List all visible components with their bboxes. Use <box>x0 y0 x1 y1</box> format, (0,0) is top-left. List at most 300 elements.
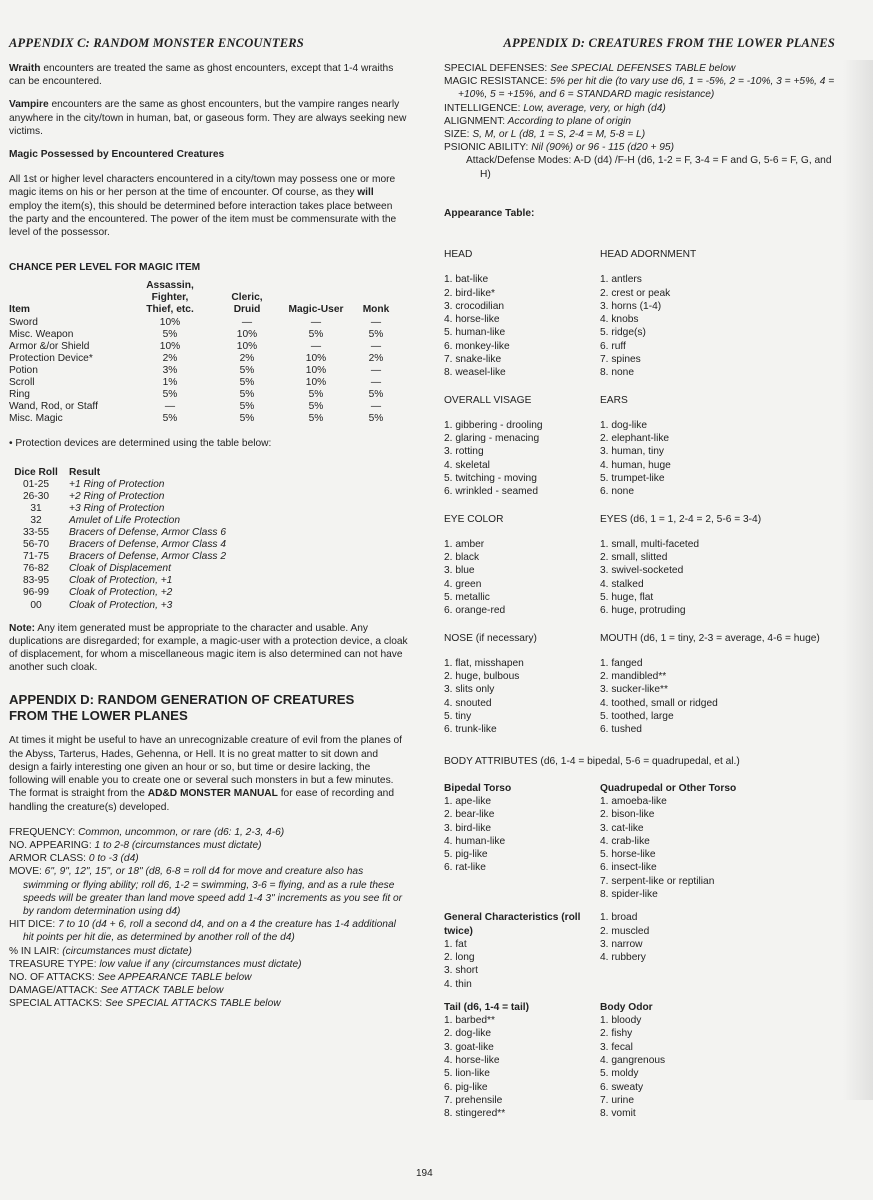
list-item: 4. thin <box>444 978 472 990</box>
pair-right-list <box>600 273 840 379</box>
list-item: 3. cat-like <box>600 822 644 834</box>
table-cell: 10% <box>305 377 327 389</box>
list-item: 3. human, tiny <box>600 446 664 458</box>
stat-label: MAGIC RESISTANCE: <box>444 76 548 88</box>
dice-result: Cloak of Displacement <box>69 563 171 575</box>
list-item: 1. gibbering - drooling <box>444 419 543 431</box>
pair-left-list <box>444 795 600 901</box>
dice-header-result: Result <box>69 466 101 478</box>
pair-left-title: HEAD <box>444 249 473 261</box>
table-cell: — <box>370 341 382 353</box>
pair-group <box>444 499 844 618</box>
table-cell: 5% <box>162 413 178 425</box>
dice-table <box>9 467 226 612</box>
table-row <box>9 479 226 491</box>
table-cell: 5% <box>239 365 255 377</box>
table-row <box>9 401 401 413</box>
chance-header-1 <box>127 280 213 317</box>
stat-value: Low, average, very, or high (d4) <box>520 102 666 114</box>
table-cell: Scroll <box>9 377 35 389</box>
table-row <box>9 575 226 587</box>
table-row <box>9 365 401 377</box>
list-item: 7. prehensile <box>444 1094 503 1106</box>
stat-label: MOVE: <box>9 866 42 878</box>
stat-label: INTELLIGENCE: <box>444 102 521 114</box>
list-item: 5. metallic <box>444 591 490 603</box>
list-item: 1. antlers <box>600 274 642 286</box>
chance-header-2 <box>213 280 281 317</box>
list-item: 4. crab-like <box>600 835 650 847</box>
list-item: 2. huge, bulbous <box>444 671 520 683</box>
list-item: 5. trumpet-like <box>600 473 665 484</box>
stat-line <box>444 75 844 101</box>
table-cell: 5% <box>368 389 384 401</box>
list-item: 5. huge, flat <box>600 591 654 603</box>
table-cell: — <box>310 341 322 353</box>
dice-result: Amulet of Life Protection <box>69 514 180 526</box>
pair-left-title: EYE COLOR <box>444 513 504 525</box>
list-item: 3. rotting <box>444 446 484 458</box>
dice-result: +2 Ring of Protection <box>69 490 165 502</box>
table-cell: 10% <box>159 341 181 353</box>
vampire-lead: Vampire <box>9 99 49 111</box>
list-item: 1. bloody <box>600 1015 642 1027</box>
pair-group <box>444 618 844 737</box>
list-item: 5. human-like <box>444 327 506 339</box>
chance-header-line: Druid <box>233 304 261 316</box>
pair-left-list <box>444 1014 600 1120</box>
stat-line <box>9 984 409 997</box>
table-cell: 2% <box>239 353 255 365</box>
chance-table <box>9 280 401 425</box>
list-item: 5. moldy <box>600 1068 639 1080</box>
list-item: 1. dog-like <box>600 419 648 431</box>
pair-left-list <box>444 938 600 991</box>
stat-value: See SPECIAL DEFENSES TABLE below <box>547 63 736 74</box>
pair-right-list <box>600 538 840 618</box>
stat-line <box>9 945 409 958</box>
pair-left-title: OVERALL VISAGE <box>444 394 532 406</box>
dice-result: +1 Ring of Protection <box>69 478 165 490</box>
chance-header-line: Fighter, <box>151 292 189 304</box>
list-item: 6. rat-like <box>444 862 486 874</box>
list-item: 4. horse-like <box>444 1055 500 1067</box>
chance-header-line: Magic-User <box>288 304 344 316</box>
table-row <box>9 600 226 612</box>
dice-header-roll: Dice Roll <box>14 466 58 478</box>
pair-right-title: Body Odor <box>600 1001 653 1013</box>
stat-line <box>9 958 409 971</box>
appendix-text-b: for ease of recording and handling the creature(s) developed. <box>9 788 394 813</box>
table-cell: 5% <box>162 329 178 341</box>
dice-roll: 00 <box>30 599 42 611</box>
wraith-paragraph <box>9 62 409 88</box>
list-item: 7. serpent-like or reptilian <box>600 875 715 887</box>
list-item: 2. glaring - menacing <box>444 433 540 445</box>
stat-value: 1 to 2-8 (circumstances must dictate) <box>91 839 262 851</box>
list-item: 4. toothed, small or ridged <box>600 697 718 709</box>
pair-left-list <box>444 657 600 737</box>
stat-value: According to plane of origin <box>505 115 632 127</box>
stat-label: NO. APPEARING: <box>9 839 92 851</box>
list-item: 7. urine <box>600 1094 634 1106</box>
list-item: 2. small, slitted <box>600 552 668 564</box>
magic-text-bold: will <box>357 187 374 199</box>
list-item: 8. spider-like <box>600 889 658 901</box>
table-cell: 10% <box>236 329 258 341</box>
list-item: 5. twitching - moving <box>444 473 537 484</box>
table-cell: 10% <box>159 317 181 329</box>
pair-left-list <box>444 273 600 379</box>
table-cell: 5% <box>308 413 324 425</box>
table-cell: 5% <box>239 413 255 425</box>
list-item: 3. goat-like <box>444 1041 494 1053</box>
table-cell: 3% <box>162 365 178 377</box>
table-cell: Wand, Rod, or Staff <box>9 401 98 413</box>
list-item: 5. tiny <box>444 710 472 722</box>
stat-label: % IN LAIR: <box>9 945 60 957</box>
list-item: 6. tushed <box>600 724 642 736</box>
list-item: 6. trunk-like <box>444 724 497 736</box>
list-item: 4. human, huge <box>600 459 671 471</box>
dice-roll: 96-99 <box>22 587 50 599</box>
table-cell: 5% <box>368 413 384 425</box>
dice-result: Bracers of Defense, Armor Class 4 <box>69 539 227 551</box>
note-text: Any item generated must be appropriate to the character and usable. Any duplications are disregarded; for example, a magic-user with a protection device, a cloak of displacement, for whom a miscellaneous magic item is also determined can not have another such cloak. <box>9 622 408 674</box>
chance-header-4 <box>351 280 401 317</box>
table-row <box>9 413 401 425</box>
dice-result: Cloak of Protection, +3 <box>69 599 173 611</box>
stat-line <box>444 102 844 115</box>
stat-value: Common, uncommon, or rare (d6: 1, 2-3, 4-6) <box>75 826 285 838</box>
stat-line <box>9 865 409 918</box>
appendix-heading-line-1: APPENDIX D: RANDOM GENERATION OF CREATURES <box>9 692 355 708</box>
dice-result: Cloak of Protection, +2 <box>69 587 173 599</box>
note-lead: Note: <box>9 622 36 634</box>
list-item: 3. swivel-socketed <box>600 565 684 577</box>
table-row <box>9 515 226 527</box>
table-cell: 10% <box>236 341 258 353</box>
magic-text-a: All 1st or higher level characters encountered in a city/town may possess one or more magic items on his or her person at the time of encounter. Of course, as they <box>9 174 396 199</box>
chance-header-line: Thief, etc. <box>146 304 194 316</box>
dice-roll: 71-75 <box>22 551 50 563</box>
list-item: 4. horse-like <box>444 314 500 326</box>
stat-label: SPECIAL ATTACKS: <box>9 998 103 1010</box>
magic-text-b: employ the item(s), this should be determined before interaction takes place between the party and the encountered. The power of the item must be commensurate with the level of the possessor. <box>9 200 397 239</box>
stat-value: low value if any (circumstances must dictate) <box>96 958 302 970</box>
stat-line <box>444 128 844 141</box>
appearance-heading: Appearance Table: <box>444 207 535 219</box>
list-item: 4. snouted <box>444 697 492 709</box>
pair-right-list <box>600 911 840 991</box>
table-row <box>9 329 401 341</box>
list-item: 3. horns (1-4) <box>600 300 662 312</box>
table-cell: — <box>370 317 382 329</box>
stat-line <box>9 826 409 839</box>
stat-value: 5% per hit die (to vary use d6, 1 = -5%, 2 = -10%, 3 = +5%, 4 = +10%, 5 = +15%, and 6 = STANDARD magic resistance) <box>458 76 835 101</box>
dice-roll: 32 <box>30 514 42 526</box>
list-item: 1. ape-like <box>444 795 492 807</box>
list-item: 8. stingered** <box>444 1108 506 1120</box>
dice-roll: 83-95 <box>22 575 50 587</box>
table-cell: 10% <box>305 365 327 377</box>
list-item: 6. wrinkled - seamed <box>444 486 538 498</box>
stat-label: NO. OF ATTACKS: <box>9 971 95 983</box>
magic-heading: Magic Possessed by Encountered Creatures <box>9 149 225 161</box>
stat-line <box>444 141 844 154</box>
table-cell: Potion <box>9 365 38 377</box>
stat-label: FREQUENCY: <box>9 826 76 838</box>
stat-line <box>9 839 409 852</box>
list-item: 1. broad <box>600 912 638 924</box>
stat-label: DAMAGE/ATTACK: <box>9 985 98 997</box>
table-cell: 5% <box>239 401 255 413</box>
stat-label: ARMOR CLASS: <box>9 853 86 865</box>
table-cell: 5% <box>368 329 384 341</box>
header-right: APPENDIX D: CREATURES FROM THE LOWER PLANES <box>503 36 835 50</box>
stat-value: 0 to -3 (d4) <box>86 853 139 865</box>
dice-roll: 76-82 <box>22 563 50 575</box>
pair-right-title: Quadrupedal or Other Torso <box>600 782 737 794</box>
table-row <box>9 491 226 503</box>
stat-label: SPECIAL DEFENSES: <box>444 63 548 74</box>
list-item: 5. horse-like <box>600 849 656 861</box>
list-item: 6. pig-like <box>444 1081 488 1093</box>
pair-group <box>444 911 844 991</box>
pair-right-title: EARS <box>600 394 628 406</box>
pair-group <box>444 782 844 902</box>
table-cell: 5% <box>239 389 255 401</box>
list-item: 6. huge, protruding <box>600 605 686 617</box>
list-item: 6. monkey-like <box>444 340 510 352</box>
list-item: 6. orange-red <box>444 605 506 617</box>
appendix-text-a: At times it might be useful to have an unrecognizable creature of evil from the planes of the Abyss, Tarterus, Hades, Gehenna, or Hell. It is no great matter to sit down and design a fairly interesting one given an hour or so, but time or desire lacking, the following will enable you to create one or several such monsters in but a few minutes. The format is straight from the <box>9 735 402 800</box>
list-item: 3. slits only <box>444 684 495 696</box>
dice-roll: 26-30 <box>22 490 50 502</box>
table-cell: Armor &/or Shield <box>9 341 90 353</box>
protection-note: • Protection devices are determined using the table below: <box>9 438 272 450</box>
chance-header-0 <box>9 280 127 317</box>
pair-right-list <box>600 657 840 737</box>
appendix-heading <box>9 692 409 724</box>
stat-line <box>9 918 409 944</box>
header-left: APPENDIX C: RANDOM MONSTER ENCOUNTERS <box>9 36 304 50</box>
table-cell: 10% <box>305 353 327 365</box>
list-item: 6. sweaty <box>600 1081 644 1093</box>
chance-header-line: Assassin, <box>146 280 194 292</box>
list-item: 1. bat-like <box>444 274 489 286</box>
list-item: 8. none <box>600 367 634 379</box>
stat-label: HIT DICE: <box>9 919 56 931</box>
pair-right-title: HEAD ADORNMENT <box>600 249 697 261</box>
table-cell: 5% <box>308 389 324 401</box>
list-item: 4. skeletal <box>444 459 490 471</box>
stat-line <box>9 971 409 984</box>
list-item: 5. lion-like <box>444 1068 490 1080</box>
list-item: 3. sucker-like** <box>600 684 668 696</box>
stat-value: See SPECIAL ATTACKS TABLE below <box>102 998 281 1010</box>
stat-value: (circumstances must dictate) <box>59 945 192 957</box>
list-item: 2. mandibled** <box>600 671 667 683</box>
stat-value: 6", 9", 12", 15", or 18" (d8, 6-8 = roll d4 for move and creature also has swimming or flying ability; roll d6, 1-2 = swimming, 3-6 = flying, and as a rule these speeds will be greater than land move speed add 1-4 3" increments as you see fit or by random determination using d4) <box>23 866 403 917</box>
pair-left-title: General Characteristics (roll twice) <box>444 912 581 937</box>
left-column <box>9 62 409 1011</box>
dice-roll: 31 <box>30 502 42 514</box>
table-cell: — <box>370 377 382 389</box>
list-item: 6. ruff <box>600 340 626 352</box>
chance-header-line: Item <box>9 304 30 316</box>
table-cell: — <box>310 317 322 329</box>
list-item: 7. spines <box>600 354 641 366</box>
dice-result: Bracers of Defense, Armor Class 2 <box>69 551 227 563</box>
table-cell: — <box>164 401 176 413</box>
appearance-pairs <box>444 234 844 737</box>
chance-header-line: Monk <box>362 304 390 316</box>
stat-value: 7 to 10 (d4 + 6, roll a second d4, and on a 4 the creature has 1-4 additional hit points per hit die, as determined by another roll of the d4) <box>23 919 396 944</box>
list-item: 1. amber <box>444 538 485 550</box>
list-item: 2. fishy <box>600 1028 633 1040</box>
list-item: 3. short <box>444 965 478 977</box>
list-item: 2. bird-like* <box>444 287 495 299</box>
table-cell: Sword <box>9 317 38 329</box>
stat-line <box>9 852 409 865</box>
body-attributes: BODY ATTRIBUTES (d6, 1-4 = bipedal, 5-6 = quadrupedal, et al.) <box>444 755 740 767</box>
chance-header-line: Cleric, <box>231 292 263 304</box>
right-stat-block <box>444 62 844 154</box>
list-item: 6. none <box>600 486 634 498</box>
table-cell: 1% <box>162 377 178 389</box>
table-cell: 2% <box>368 353 384 365</box>
chance-header-3 <box>281 280 351 317</box>
list-item: 1. barbed** <box>444 1015 495 1027</box>
note-paragraph <box>9 622 409 675</box>
list-item: 2. bison-like <box>600 809 655 821</box>
stat-label: TREASURE TYPE: <box>9 958 97 970</box>
table-cell: — <box>241 317 253 329</box>
stat-value: See APPEARANCE TABLE below <box>94 971 252 983</box>
table-cell: 2% <box>162 353 178 365</box>
table-row <box>9 539 226 551</box>
list-item: 5. toothed, large <box>600 710 674 722</box>
pair-left-title: Tail (d6, 1-4 = tail) <box>444 1001 530 1013</box>
pair-right-list <box>600 419 840 499</box>
table-row <box>9 563 226 575</box>
list-item: 3. fecal <box>600 1041 633 1053</box>
list-item: 2. elephant-like <box>600 433 670 445</box>
table-row <box>9 503 226 515</box>
list-item: 4. gangrenous <box>600 1055 666 1067</box>
table-row <box>9 317 401 329</box>
pair-right-title: MOUTH (d6, 1 = tiny, 2-3 = average, 4-6 = huge) <box>600 632 820 644</box>
table-cell: Protection Device* <box>9 353 93 365</box>
list-item: 4. green <box>444 578 482 590</box>
stat-value: S, M, or L (d8, 1 = S, 2-4 = M, 5-8 = L) <box>469 129 646 141</box>
pair-left-title: Bipedal Torso <box>444 782 512 794</box>
list-item: 4. rubbery <box>600 952 646 964</box>
list-item: 2. muscled <box>600 925 650 937</box>
stat-value: See ATTACK TABLE below <box>97 985 224 997</box>
scan-shadow <box>843 60 873 1100</box>
list-item: 5. pig-like <box>444 849 488 861</box>
pair-left-title: NOSE (if necessary) <box>444 632 537 644</box>
body-pairs <box>444 782 844 1121</box>
table-row <box>9 377 401 389</box>
pair-group <box>444 234 844 380</box>
list-item: 3. narrow <box>600 938 643 950</box>
pair-group <box>444 1001 844 1121</box>
list-item: 2. dog-like <box>444 1028 492 1040</box>
table-cell: 5% <box>308 329 324 341</box>
list-item: 4. human-like <box>444 835 506 847</box>
pair-left-list <box>444 538 600 618</box>
table-cell: Misc. Weapon <box>9 329 74 341</box>
page-number: 194 <box>416 1168 433 1179</box>
right-column <box>444 62 844 1131</box>
table-cell: 5% <box>308 401 324 413</box>
list-item: 4. stalked <box>600 578 644 590</box>
list-item: 1. flat, misshapen <box>444 657 524 669</box>
dice-result: +3 Ring of Protection <box>69 502 165 514</box>
attack-defense-modes: Attack/Defense Modes: A-D (d4) /F-H (d6, 1-2 = F, 3-4 = F and G, 5-6 = F, G, and H) <box>466 155 832 180</box>
list-item: 2. black <box>444 552 480 564</box>
appendix-heading-line-2: FROM THE LOWER PLANES <box>9 708 188 724</box>
dice-result: Bracers of Defense, Armor Class 6 <box>69 527 227 539</box>
table-row <box>9 341 401 353</box>
stat-value: Nil (90%) or 96 - 115 (d20 + 95) <box>528 142 674 154</box>
table-cell: 5% <box>162 389 178 401</box>
stat-label: PSIONIC ABILITY: <box>444 142 529 154</box>
list-item: 1. fanged <box>600 657 643 669</box>
table-row <box>9 389 401 401</box>
list-item: 2. bear-like <box>444 809 495 821</box>
pair-left-list <box>444 419 600 499</box>
stat-line <box>444 115 844 128</box>
stat-label: ALIGNMENT: <box>444 115 506 127</box>
pair-right-list <box>600 1014 840 1120</box>
stat-line <box>444 62 844 75</box>
list-item: 7. snake-like <box>444 354 502 366</box>
table-cell: 5% <box>239 377 255 389</box>
list-item: 1. fat <box>444 938 467 950</box>
wraith-lead: Wraith <box>9 63 41 74</box>
pair-group <box>444 380 844 499</box>
pair-right-title: EYES (d6, 1 = 1, 2-4 = 2, 5-6 = 3-4) <box>600 513 762 525</box>
vampire-text: encounters are the same as ghost encounters, but the vampire ranges nearly anywhere in the city/town in human, bat, or gaseous form. They are always seeking new victims. <box>9 99 407 137</box>
dice-roll: 01-25 <box>22 478 50 490</box>
appendix-text-bold: AD&D MONSTER MANUAL <box>147 788 278 800</box>
table-cell: Ring <box>9 389 30 401</box>
list-item: 8. vomit <box>600 1108 636 1120</box>
chance-heading: CHANCE PER LEVEL FOR MAGIC ITEM <box>9 262 201 274</box>
list-item: 8. weasel-like <box>444 367 506 379</box>
list-item: 1. small, multi-faceted <box>600 538 700 550</box>
list-item: 3. bird-like <box>444 822 491 834</box>
table-row <box>9 551 226 563</box>
dice-roll: 56-70 <box>22 539 50 551</box>
magic-paragraph <box>9 173 409 239</box>
list-item: 1. amoeba-like <box>600 795 667 807</box>
table-row <box>9 587 226 599</box>
left-stat-block <box>9 826 409 1011</box>
list-item: 2. crest or peak <box>600 287 671 299</box>
list-item: 4. knobs <box>600 314 639 326</box>
list-item: 3. crocodilian <box>444 300 505 312</box>
stat-label: SIZE: <box>444 129 470 141</box>
table-row <box>9 527 226 539</box>
stat-line <box>9 997 409 1010</box>
vampire-paragraph <box>9 98 409 138</box>
table-cell: Misc. Magic <box>9 413 63 425</box>
